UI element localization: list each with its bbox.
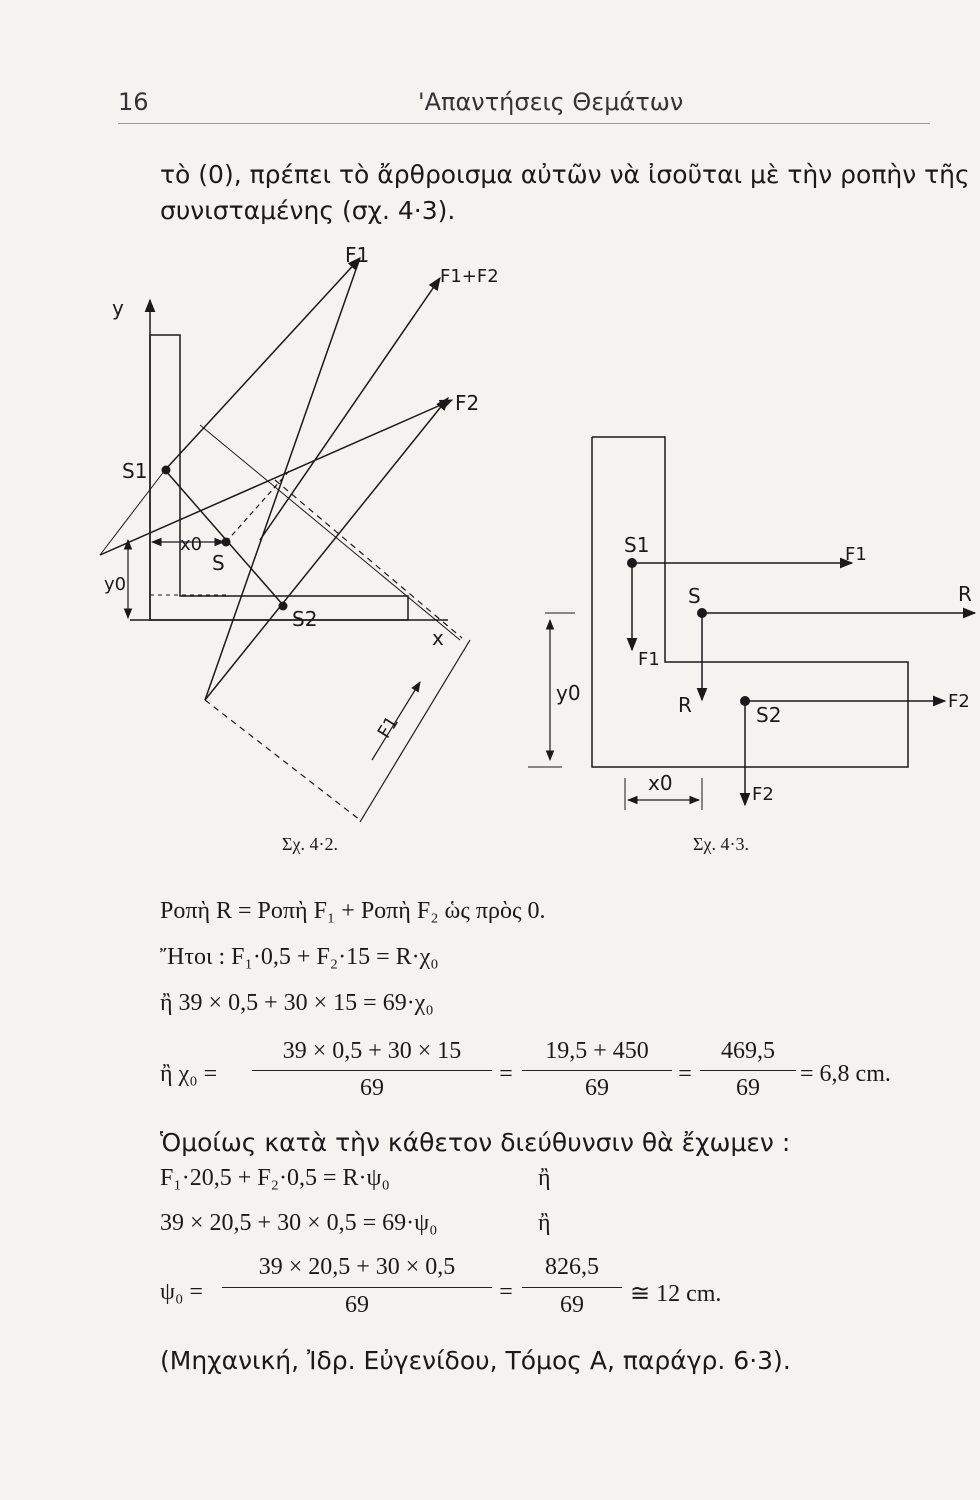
x0-result: = 6,8 cm. [800,1061,891,1087]
label2-y0: y0 [556,681,581,705]
l-section [150,335,408,620]
x0-num-3: 469,5 [721,1038,775,1064]
label2-f2-v: F2 [752,784,774,805]
running-header: 'Απαντήσεις Θεμάτων [418,88,684,116]
eq-y2-or: ἢ [538,1210,551,1236]
label2-s: S [688,584,701,608]
eq-y1: F₁·20,5 + F₂·0,5 = R·ψ₀ [160,1165,390,1191]
s2-point [279,602,288,611]
long-line [100,400,452,555]
label2-r-v: R [678,693,692,717]
intro-line-1: τὸ (0), πρέπει τὸ ἄρθροισμα αὐτῶν νὰ ἰσοῦται μὲ τὴν ροπὴν τῆς [160,160,970,189]
label-x: x [432,626,444,650]
l-section-2 [592,437,908,767]
label-f1f2: F1+F2 [440,266,499,287]
eq-2: ἢ 39 × 0,5 + 30 × 15 = 69·χ₀ [160,990,434,1016]
figure-4-3 [520,430,980,830]
caption-4-2: Σχ. 4·2. [282,834,338,854]
label2-s2: S2 [756,703,782,727]
eq-y1-or: ἢ [538,1165,551,1191]
page-number: 16 [118,88,149,116]
label2-f1-h: F1 [845,544,867,565]
s2-point-2 [740,696,750,706]
label-s2: S2 [292,607,318,631]
eq-ito: Ἤτοι : F₁·0,5 + F₂·15 = R·χ₀ [160,944,439,970]
x0-den-3: 69 [736,1075,760,1101]
s-point-2 [697,608,707,618]
s-point [222,538,231,547]
similarly-line: Ὁμοίως κατὰ τὴν κάθετον διεύθυνσιν θὰ ἔχωμεν : [160,1128,791,1157]
header-rule [118,123,930,124]
x0-num-2: 19,5 + 450 [545,1038,649,1064]
label-y: y [112,296,124,320]
y0-result: ≅ 12 cm. [630,1281,722,1307]
label-s: S [212,551,225,575]
x0-line-2 [522,1070,672,1071]
y0-den-1: 69 [345,1292,369,1318]
caption-4-3: Σχ. 4·3. [693,834,749,854]
label2-f2-h: F2 [948,691,970,712]
f1f2-line [260,278,440,540]
x0-den-1: 69 [360,1075,384,1101]
intro-line-2: συνισταμένης (σχ. 4·3). [160,196,456,225]
y0-num-1: 39 × 20,5 + 30 × 0,5 [258,1254,456,1280]
y0-num-2: 826,5 [545,1254,599,1280]
x0-line-3 [700,1070,796,1071]
label-x0: x0 [180,534,203,555]
reference: (Μηχανική, Ἰδρ. Εὐγενίδου, Τόμος Α, παράγρ. 6·3). [160,1346,791,1375]
label-f2: F2 [455,391,480,415]
figure-4-2 [90,235,530,855]
y0-den-2: 69 [560,1292,584,1318]
label-s1: S1 [122,459,148,483]
eq-y2: 39 × 20,5 + 30 × 0,5 = 69·ψ₀ [160,1210,438,1236]
y0-line-1 [222,1287,492,1288]
label2-f1-v: F1 [638,649,660,670]
eq-y0-prefix: ψ₀ = [160,1279,203,1305]
x0-num-1: 39 × 0,5 + 30 × 15 [282,1038,462,1064]
label2-x0: x0 [648,771,673,795]
label-f1-rot: F1 [373,712,404,743]
y0-line-2 [522,1287,622,1288]
label-f1-top: F1 [345,243,370,267]
eq-x0-prefix: ἢ χ₀ = [160,1061,218,1087]
label2-s1: S1 [624,533,650,557]
x0-den-2: 69 [585,1075,609,1101]
s1-point [162,466,171,475]
x0-line-1 [252,1070,492,1071]
label2-r-h: R [958,582,972,606]
label-y0: y0 [104,574,127,595]
eq-moment: Ροπὴ R = Ροπὴ F₁ + Ροπὴ F₂ ὡς πρὸς 0. [160,898,546,924]
s1-point-2 [627,558,637,568]
